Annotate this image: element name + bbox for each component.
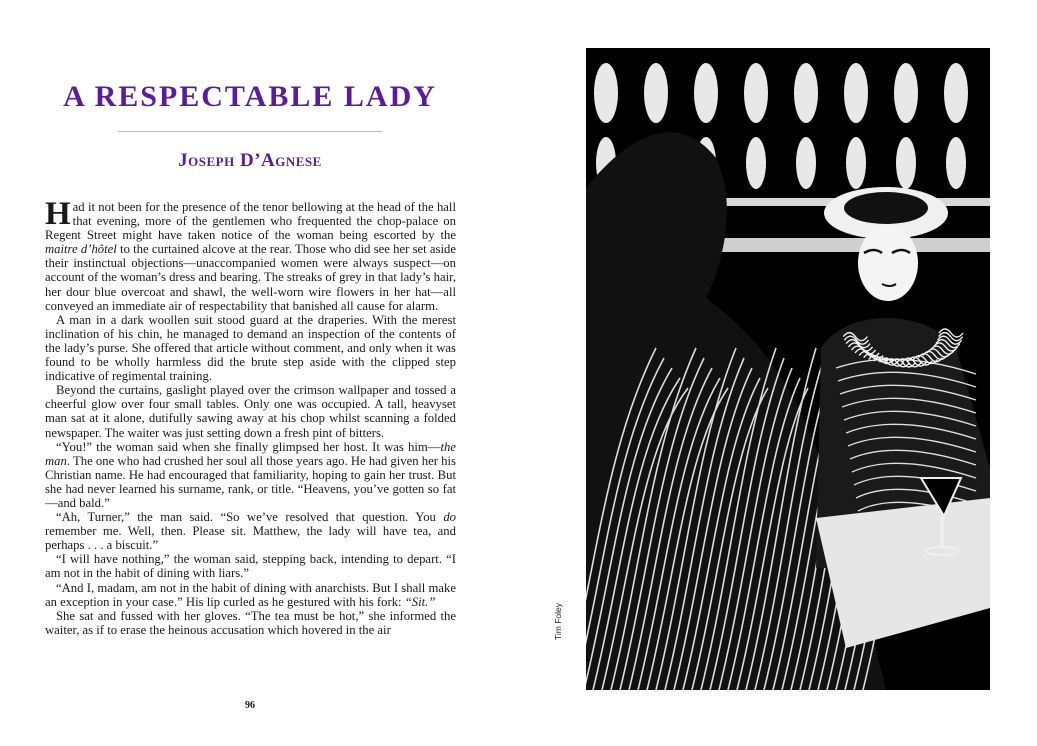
right-page: [520, 0, 1037, 746]
italic-text: do: [443, 510, 456, 525]
story-body: [45, 200, 456, 698]
illustration-artwork: [586, 48, 990, 690]
text-run: ad it not been for the presence of the tenor bellowing at the head of the hall that evening, more of the gentlemen who frequented the chop-palace on Regent Street might have taken notice of the woman being escorted by the: [45, 200, 456, 243]
italic-text: maitre d’hôtel: [45, 242, 117, 257]
text-run: to the curtained alcove at the rear. Those who did see her set aside their instinctual objections—unaccompanied women were always suspect—on account of the woman’s dress and bearing. The streaks of grey in that lady’s hair, her dour blue overcoat and shawl, the well-worn wire flowers in her hat—all conveyed an immediate air of respectability that banished all cause for alarm.: [45, 242, 456, 313]
body-paragraph: [45, 383, 456, 439]
page-number: 96: [245, 700, 255, 711]
body-paragraph: [45, 313, 456, 383]
text-run: remember me. Well, then. Please sit. Matthew, the lady will have tea, and perhaps . . . a biscuit.”: [45, 524, 456, 553]
text-run: She sat and fussed with her gloves. “The tea must be hot,” she informed the waiter, as if to erase the heinous accusation which hovered in the air: [45, 608, 456, 637]
body-paragraph: [45, 440, 456, 510]
illustrator-credit: Tim Foley: [553, 603, 563, 640]
body-paragraph: [45, 510, 456, 552]
body-paragraph: [45, 581, 456, 609]
italic-text: “Sit.”: [404, 594, 436, 609]
text-run: Beyond the curtains, gaslight played over the crimson wallpaper and tossed a cheerful glow over four small tables. Only one was occupied. A tall, heavyset man sat at it alone, dutifully sawing away at his chop whilst scanning a folded newspaper. The waiter was just setting down a fresh pint of bitters.: [45, 383, 456, 440]
title-divider: [118, 131, 382, 132]
italic-text: the man: [45, 439, 456, 468]
body-paragraph: [45, 200, 456, 313]
text-run: . The one who had crushed her soul all those years ago. He had given her his Christian name. He had encouraged that familiarity, hoping to gain her trust. But she had never learned his surname, rank, or title. “Heavens, you’ve gotten so fat—and bald.”: [45, 453, 456, 510]
text-run: A man in a dark woollen suit stood guard at the draperies. With the merest inclination of his chin, he managed to demand an inspection of the contents of the lady’s purse. She offered that article without comment, and only when it was found to be wholly harmless did the brute step aside with the clipped step indicative of regimental training.: [45, 312, 456, 384]
body-paragraph: [45, 609, 456, 637]
body-paragraph: [45, 552, 456, 580]
story-title: A RESPECTABLE LADY: [63, 80, 437, 113]
drop-cap: H: [45, 200, 71, 232]
text-run: “And I, madam, am not in the habit of dining with anarchists. But I shall make an exception in your case.” His lip curled as he gestured with his fork:: [45, 580, 456, 609]
story-author: Joseph D’Agnese: [178, 150, 322, 171]
text-run: “You!” the woman said when she finally glimpsed her host. It was him—: [56, 439, 441, 454]
text-run: “Ah, Turner,” the man said. “So we’ve resolved that question. You: [56, 510, 444, 525]
text-run: “I will have nothing,” the woman said, stepping back, intending to depart. “I am not in the habit of dining with liars.”: [45, 552, 456, 581]
story-illustration: [586, 48, 990, 690]
